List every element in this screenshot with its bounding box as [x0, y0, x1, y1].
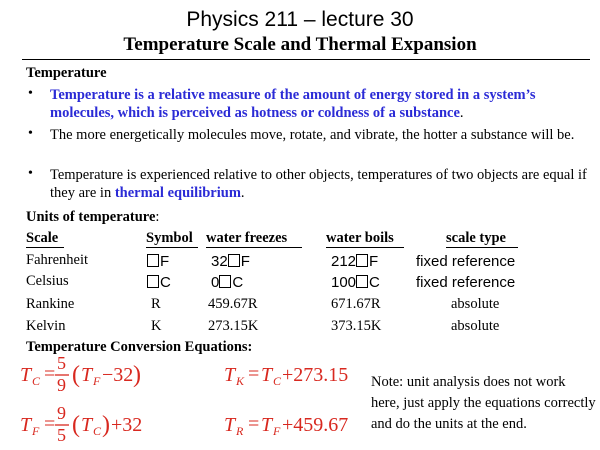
missing-glyph-box-icon [147, 275, 159, 288]
units-heading: Units of temperature: [26, 209, 160, 225]
missing-glyph-box-icon [228, 254, 240, 267]
eq-lhs: T [224, 364, 236, 386]
missing-glyph-box-icon [147, 254, 159, 267]
eq-lhs-sub: R [236, 424, 244, 438]
table-row-boils: 100 C [331, 274, 380, 291]
eq-equals: = [248, 363, 260, 385]
col-header-freezes: water freezes [206, 230, 288, 246]
eq-lhs: T [224, 414, 236, 436]
table-row-scale: Kelvin [26, 318, 66, 334]
table-row-freezes: 459.67R [208, 296, 258, 312]
unit-analysis-note: Note: unit analysis does not work here, just apply the equations correctly and do the units at the end. [371, 374, 596, 432]
equation-tf [18, 403, 198, 445]
table-row-freezes: 273.15K [208, 318, 259, 334]
table-row-boils: 671.67R [331, 296, 381, 312]
table-row-symbol: C [147, 274, 171, 291]
table-row-type: fixed reference [416, 274, 516, 291]
header-underline [326, 247, 404, 248]
header-underline [446, 247, 518, 248]
eq-paren-open: ( [72, 362, 80, 388]
header-underline [26, 247, 64, 248]
table-row-scale: Fahrenheit [26, 252, 89, 268]
eq-rhs: T [261, 414, 273, 436]
eq-equals: = [248, 413, 260, 435]
slide-title: Temperature Scale and Thermal Expansion [123, 34, 477, 55]
eq-paren-close: ) [133, 362, 141, 388]
equilibrium-term: thermal equilibrium [114, 185, 241, 201]
eq-const: +32 [111, 414, 143, 436]
eq-equals: = [44, 413, 56, 435]
bullet-icon: • [28, 166, 33, 181]
eq-lhs: T [20, 414, 32, 436]
eq-denominator: 9 [57, 375, 66, 395]
bullet-energy: The more energetically molecules move, rotate, and vibrate, the hotter a substance will be. [50, 127, 575, 143]
table-row-boils: 373.15K [331, 318, 382, 334]
table-row-scale: Celsius [26, 273, 69, 289]
equation-tr [222, 403, 382, 445]
table-row-type: fixed reference [416, 253, 516, 270]
eq-paren-close: ) [102, 412, 110, 438]
eq-var-sub: C [93, 424, 102, 438]
eq-rhs-sub: C [273, 374, 282, 388]
col-header-symbol: Symbol [146, 230, 193, 246]
bullet-equilibrium: Temperature is experienced relative to other objects, temperatures of two objects are equal if they are in thermal equilibrium. [50, 167, 587, 201]
eq-lhs-sub: F [32, 424, 40, 438]
header-underline [146, 247, 198, 248]
conversion-heading: Temperature Conversion Equations: [26, 339, 253, 355]
eq-const: −32 [102, 364, 134, 386]
eq-var: T [81, 364, 93, 386]
eq-var: T [81, 414, 93, 436]
table-row-freezes: 32 F [211, 253, 250, 270]
section-heading: Temperature [26, 65, 107, 81]
table-row-type: absolute [451, 296, 500, 312]
eq-numerator: 9 [57, 403, 66, 423]
eq-lhs-sub: K [236, 374, 245, 388]
eq-equals: = [44, 363, 56, 385]
eq-rhs-sub: F [273, 424, 281, 438]
table-row-symbol: F [147, 253, 169, 270]
table-row-type: absolute [451, 318, 500, 334]
table-row-symbol: R [151, 296, 161, 312]
equation-tc [18, 353, 198, 395]
eq-var-sub: F [93, 374, 101, 388]
eq-lhs: T [20, 364, 32, 386]
eq-rhs: T [261, 364, 273, 386]
eq-paren-open: ( [72, 412, 80, 438]
definition-text: Temperature is a relative measure of the amount of energy stored in a system’s molecules, which is perceived as hotness or coldness of a substance [50, 87, 536, 121]
eq-lhs-sub: C [32, 374, 41, 388]
bullet-definition: Temperature is a relative measure of the amount of energy stored in a system’s molecules, which is perceived as hotness or coldness of a substance. [50, 87, 536, 121]
bullet-icon: • [28, 126, 33, 141]
missing-glyph-box-icon [356, 254, 368, 267]
table-row-scale: Rankine [26, 296, 75, 312]
eq-numerator: 5 [57, 353, 66, 373]
missing-glyph-box-icon [219, 275, 231, 288]
eq-denominator: 5 [57, 425, 66, 445]
title-divider [22, 59, 590, 60]
table-row-boils: 212 F [331, 253, 379, 270]
table-row-symbol: K [151, 318, 162, 334]
eq-const: +459.67 [282, 414, 349, 436]
col-header-scale: Scale [26, 230, 59, 246]
lecture-title: Physics 211 – lecture 30 [186, 8, 414, 31]
table-row-freezes: 0 C [211, 274, 244, 291]
equation-tk [222, 353, 382, 395]
eq-const: +273.15 [282, 364, 349, 386]
missing-glyph-box-icon [356, 275, 368, 288]
col-header-type: scale type [446, 230, 506, 246]
col-header-boils: water boils [326, 230, 394, 246]
bullet-icon: • [28, 86, 33, 101]
header-underline [206, 247, 302, 248]
